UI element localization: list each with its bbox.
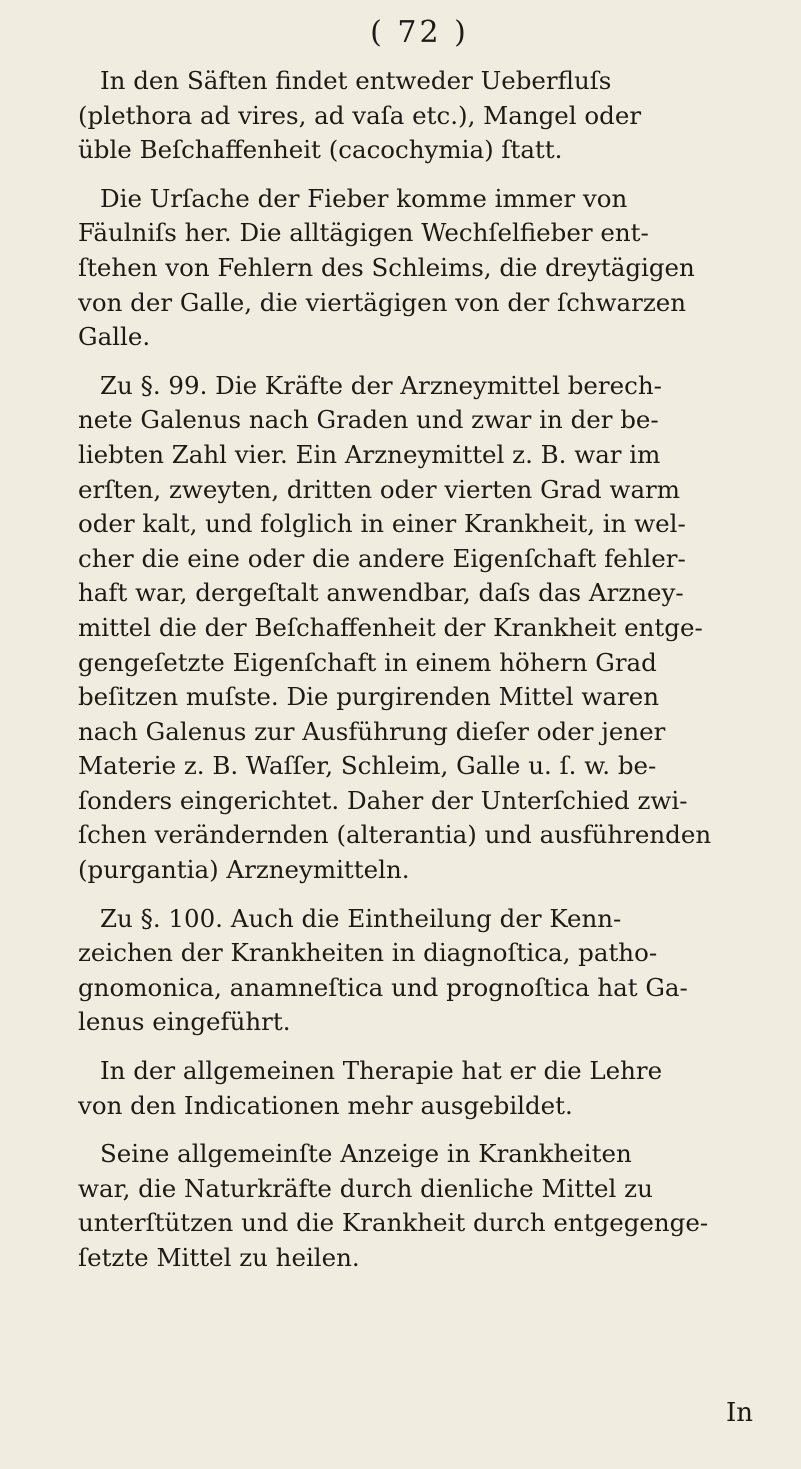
text-line: lenus eingeführt. (78, 1007, 291, 1037)
text-line: von den Indicationen mehr ausgebildet. (78, 1090, 573, 1120)
text-line: von der Galle, die viertägigen von der ſchwarzen (78, 287, 687, 317)
text-line: In der allgemeinen Therapie hat er die Lehre (100, 1056, 663, 1086)
paragraph-section-99 (78, 369, 761, 888)
text-line: gnomonica, anamneſtica und prognoſtica hat Ga- (78, 972, 688, 1002)
text-line: nete Galenus nach Graden und zwar in der be- (78, 405, 659, 435)
paragraph-humors (78, 64, 761, 168)
text-line: liebten Zahl vier. Ein Arzneymittel z. B. war im (78, 439, 661, 469)
text-line: Die Urſache der Fieber komme immer von (100, 183, 628, 213)
text-line: oder kalt, und folglich in einer Krankheit, in wel- (78, 509, 686, 539)
text-line: cher die eine oder die andere Eigenſchaft fehler- (78, 543, 686, 573)
paragraph-indication (78, 1137, 761, 1275)
text-line: (plethora ad vires, ad vaſa etc.), Mangel oder (78, 100, 642, 130)
text-line: In den Säften findet entweder Ueberfluſs (100, 66, 612, 95)
text-line: Fäulniſs her. Die alltägigen Wechſelfieber ent- (78, 218, 649, 248)
text-line: mittel die der Beſchaffenheit der Krankheit entge- (78, 612, 703, 642)
paragraph-section-100 (78, 902, 761, 1040)
text-line: nach Galenus zur Ausführung dieſer oder jener (78, 716, 666, 746)
text-line: Seine allgemeinſte Anzeige in Krankheiten (100, 1139, 632, 1169)
paragraph-fever-causes (78, 182, 761, 355)
text-line: (purgantia) Arzneymitteln. (78, 855, 410, 885)
text-line: ſchen verändernden (alterantia) und ausführenden (78, 820, 712, 850)
text-line: üble Beſchaffenheit (cacochymia) ſtatt. (78, 135, 563, 165)
paragraph-therapy (78, 1054, 761, 1123)
text-line: Galle. (78, 322, 151, 352)
text-line: erſten, zweyten, dritten oder vierten Grad warm (78, 474, 680, 504)
text-line: unterſtützen und die Krankheit durch entgegenge- (78, 1208, 709, 1238)
page-number: ( 72 ) (370, 15, 469, 50)
text-line: ſtehen von Fehlern des Schleims, die dreytägigen (78, 252, 695, 282)
text-line: Zu §. 99. Die Kräfte der Arzneymittel berech- (100, 370, 662, 400)
text-line: Zu §. 100. Auch die Eintheilung der Kenn- (100, 903, 622, 933)
text-line: ſonders eingerichtet. Daher der Unterſchied zwi- (78, 785, 688, 815)
text-line: war, die Naturkräfte durch dienliche Mittel zu (78, 1173, 653, 1203)
text-line: haft war, dergeſtalt anwendbar, daſs das Arzney- (78, 578, 684, 608)
text-line: Materie z. B. Waſſer, Schleim, Galle u. ſ. w. be- (78, 751, 657, 781)
text-line: zeichen der Krankheiten in diagnoſtica, patho- (78, 938, 658, 968)
text-line: beſitzen muſste. Die purgirenden Mittel waren (78, 682, 659, 712)
text-line: gengeſetzte Eigenſchaft in einem höhern Grad (78, 647, 657, 677)
catchword: In (725, 1398, 753, 1428)
text-line: ſetzte Mittel zu heilen. (78, 1243, 360, 1272)
